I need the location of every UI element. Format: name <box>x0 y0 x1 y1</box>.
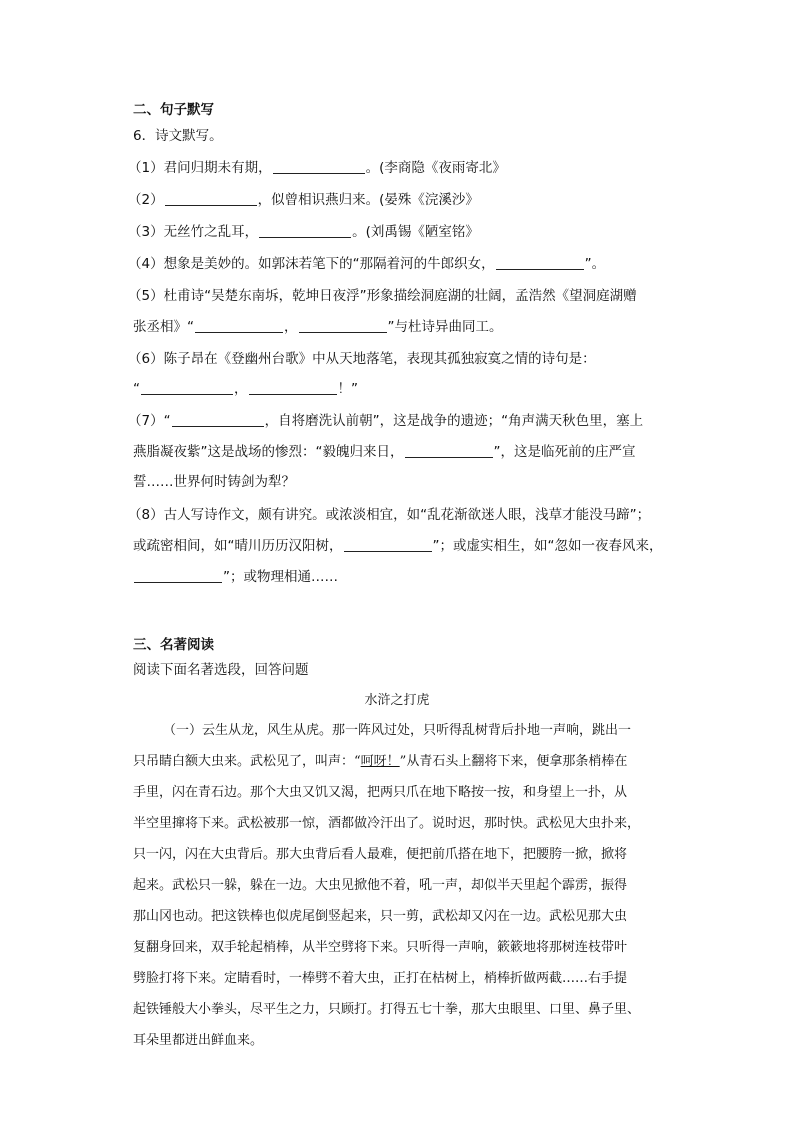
item-8-line-3 <box>133 566 794 588</box>
item-1-text-b: 。(李商隐《夜雨寄北》 <box>365 160 506 176</box>
item-7-text-a: （7）“ <box>128 413 171 429</box>
item-7-text-d: ”，这是临死前的庄严宣 <box>493 444 636 460</box>
passage-line-11: 耳朵里都迸出鲜血来。 <box>133 1033 264 1048</box>
answer-blank-5b[interactable] <box>299 318 387 333</box>
passage-line-4: 半空里撺将下来。武松被那一惊，酒都做冷汗出了。说时迟，那时快。武松见大虫扑来， <box>133 816 641 831</box>
item-6-line-1: （6）陈子昂在《登幽州台歌》中从天地落笔，表现其孤独寂寞之情的诗句是： <box>128 351 596 367</box>
passage-line-2 <box>133 751 794 773</box>
answer-blank-5a[interactable] <box>195 318 283 333</box>
item-4 <box>128 253 794 275</box>
passage-line-7: 那山冈也动。把这铁棒也似虎尾倒竖起来，只一剪，武松却又闪在一边。武松见那大虫 <box>133 909 628 924</box>
item-7-line-3: 誓……世界何时铸剑为犁？ <box>133 474 295 490</box>
item-1-text-a: （1）君问归期未有期， <box>128 160 272 176</box>
passage-line-6: 起来。武松只一躲，躲在一边。大虫见掀他不着，吼一声，却似半天里起个霹雳，振得 <box>133 878 628 893</box>
item-6-line-2 <box>133 378 794 400</box>
item-8-line-2 <box>133 535 794 557</box>
passage-shout: 呵呀！ <box>360 754 400 769</box>
answer-blank-6b[interactable] <box>249 380 337 395</box>
item-6-text-d: ！” <box>337 381 358 397</box>
item-5-text-c: ， <box>284 319 298 335</box>
reading-instruction: 阅读下面名著选段，回答问题 <box>133 662 309 678</box>
answer-blank-7a[interactable] <box>172 412 264 427</box>
item-8-text-d: ”；或物理相通…… <box>223 569 338 585</box>
item-5-line-1: （5）杜甫诗“吴楚东南坼，乾坤日夜浮”形象描绘洞庭湖的壮阔，孟浩然《望洞庭湖赠 <box>128 288 637 304</box>
item-2-text-a: （2） <box>128 192 164 208</box>
item-7-text-c: 燕脂凝夜紫”这是战场的惨烈：“毅魄归来日， <box>133 444 404 460</box>
item-7-line-2 <box>133 441 794 463</box>
answer-blank-8a[interactable] <box>344 537 432 552</box>
answer-blank-1[interactable] <box>273 159 365 174</box>
answer-blank-3[interactable] <box>259 223 351 238</box>
passage-line-5: 只一闪，闪在大虫背后。那大虫背后看人最难，便把前爪搭在地下，把腰胯一掀，掀将 <box>133 847 628 862</box>
item-7-line-1 <box>128 410 794 432</box>
item-4-text-b: ”。 <box>584 256 606 272</box>
item-3 <box>128 221 794 243</box>
item-8-text-b: 或疏密相间，如“晴川历历汉阳树， <box>133 538 343 554</box>
item-5-line-2 <box>133 316 794 338</box>
item-4-text-a: （4）想象是美妙的。如郭沫若笔下的“那隔着河的牛郎织女， <box>128 256 495 272</box>
answer-blank-2[interactable] <box>165 191 257 206</box>
item-8-line-1: （8）古人写诗作文，颇有讲究。或浓淡相宜，如“乱花渐欲迷人眼，浅草才能没马蹄”； <box>128 507 651 523</box>
passage-line-8: 复翻身回来，双手轮起梢棒，从半空劈将下来。只听得一声响，簌簌地将那树连枝带叶 <box>133 940 628 955</box>
item-5-text-b: 张丞相》“ <box>133 319 194 335</box>
passage-line-3: 手里，闪在青石边。那个大虫又饥又渴，把两只爪在地下略按一按，和身望上一扑，从 <box>133 785 628 800</box>
answer-blank-4[interactable] <box>496 255 584 270</box>
item-6-text-c: ， <box>234 381 248 397</box>
item-8-text-c: ”；或虚实相生，如“忽如一夜春风来， <box>432 538 663 554</box>
section-heading-classics: 三、名著阅读 <box>133 637 214 653</box>
item-7-text-b: ，自将磨洗认前朝”，这是战争的遗迹；“角声满天秋色里，塞上 <box>264 413 644 429</box>
passage-line-10: 起铁锤般大小拳头，尽平生之力，只顾打。打得五七十拳，那大虫眼里、口里、鼻子里、 <box>133 1002 641 1017</box>
passage-line-2c: ”从青石头上翻将下来，便拿那条梢棒在 <box>399 754 628 769</box>
item-3-text-b: 。(刘禹锡《陋室铭》 <box>352 224 479 240</box>
item-2-text-b: ，似曾相识燕归来。(晏殊《浣溪沙》 <box>257 192 479 208</box>
passage-line-9: 劈脸打将下来。定睛看时，一棒劈不着大虫，正打在枯树上，梢棒折做两截……右手提 <box>133 971 628 986</box>
passage-line-2a: 只吊睛白额大虫来。武松见了，叫声：“ <box>133 754 361 769</box>
item-6-text-b: “ <box>133 381 140 397</box>
item-2 <box>128 189 794 211</box>
answer-blank-8b[interactable] <box>134 568 222 583</box>
item-5-text-d: ”与杜诗异曲同工。 <box>387 319 503 335</box>
question-6-title: 6．诗文默写。 <box>133 128 223 144</box>
answer-blank-7b[interactable] <box>405 443 493 458</box>
passage-line-1: （一）云生从龙，风生从虎。那一阵风过处，只听得乱树背后扑地一声响，跳出一 <box>163 723 632 738</box>
item-1 <box>128 157 794 179</box>
section-heading-dictation: 二、句子默写 <box>133 102 214 118</box>
passage-title: 水浒之打虎 <box>364 693 430 708</box>
answer-blank-6a[interactable] <box>141 380 233 395</box>
item-3-text-a: （3）无丝竹之乱耳， <box>128 224 259 240</box>
